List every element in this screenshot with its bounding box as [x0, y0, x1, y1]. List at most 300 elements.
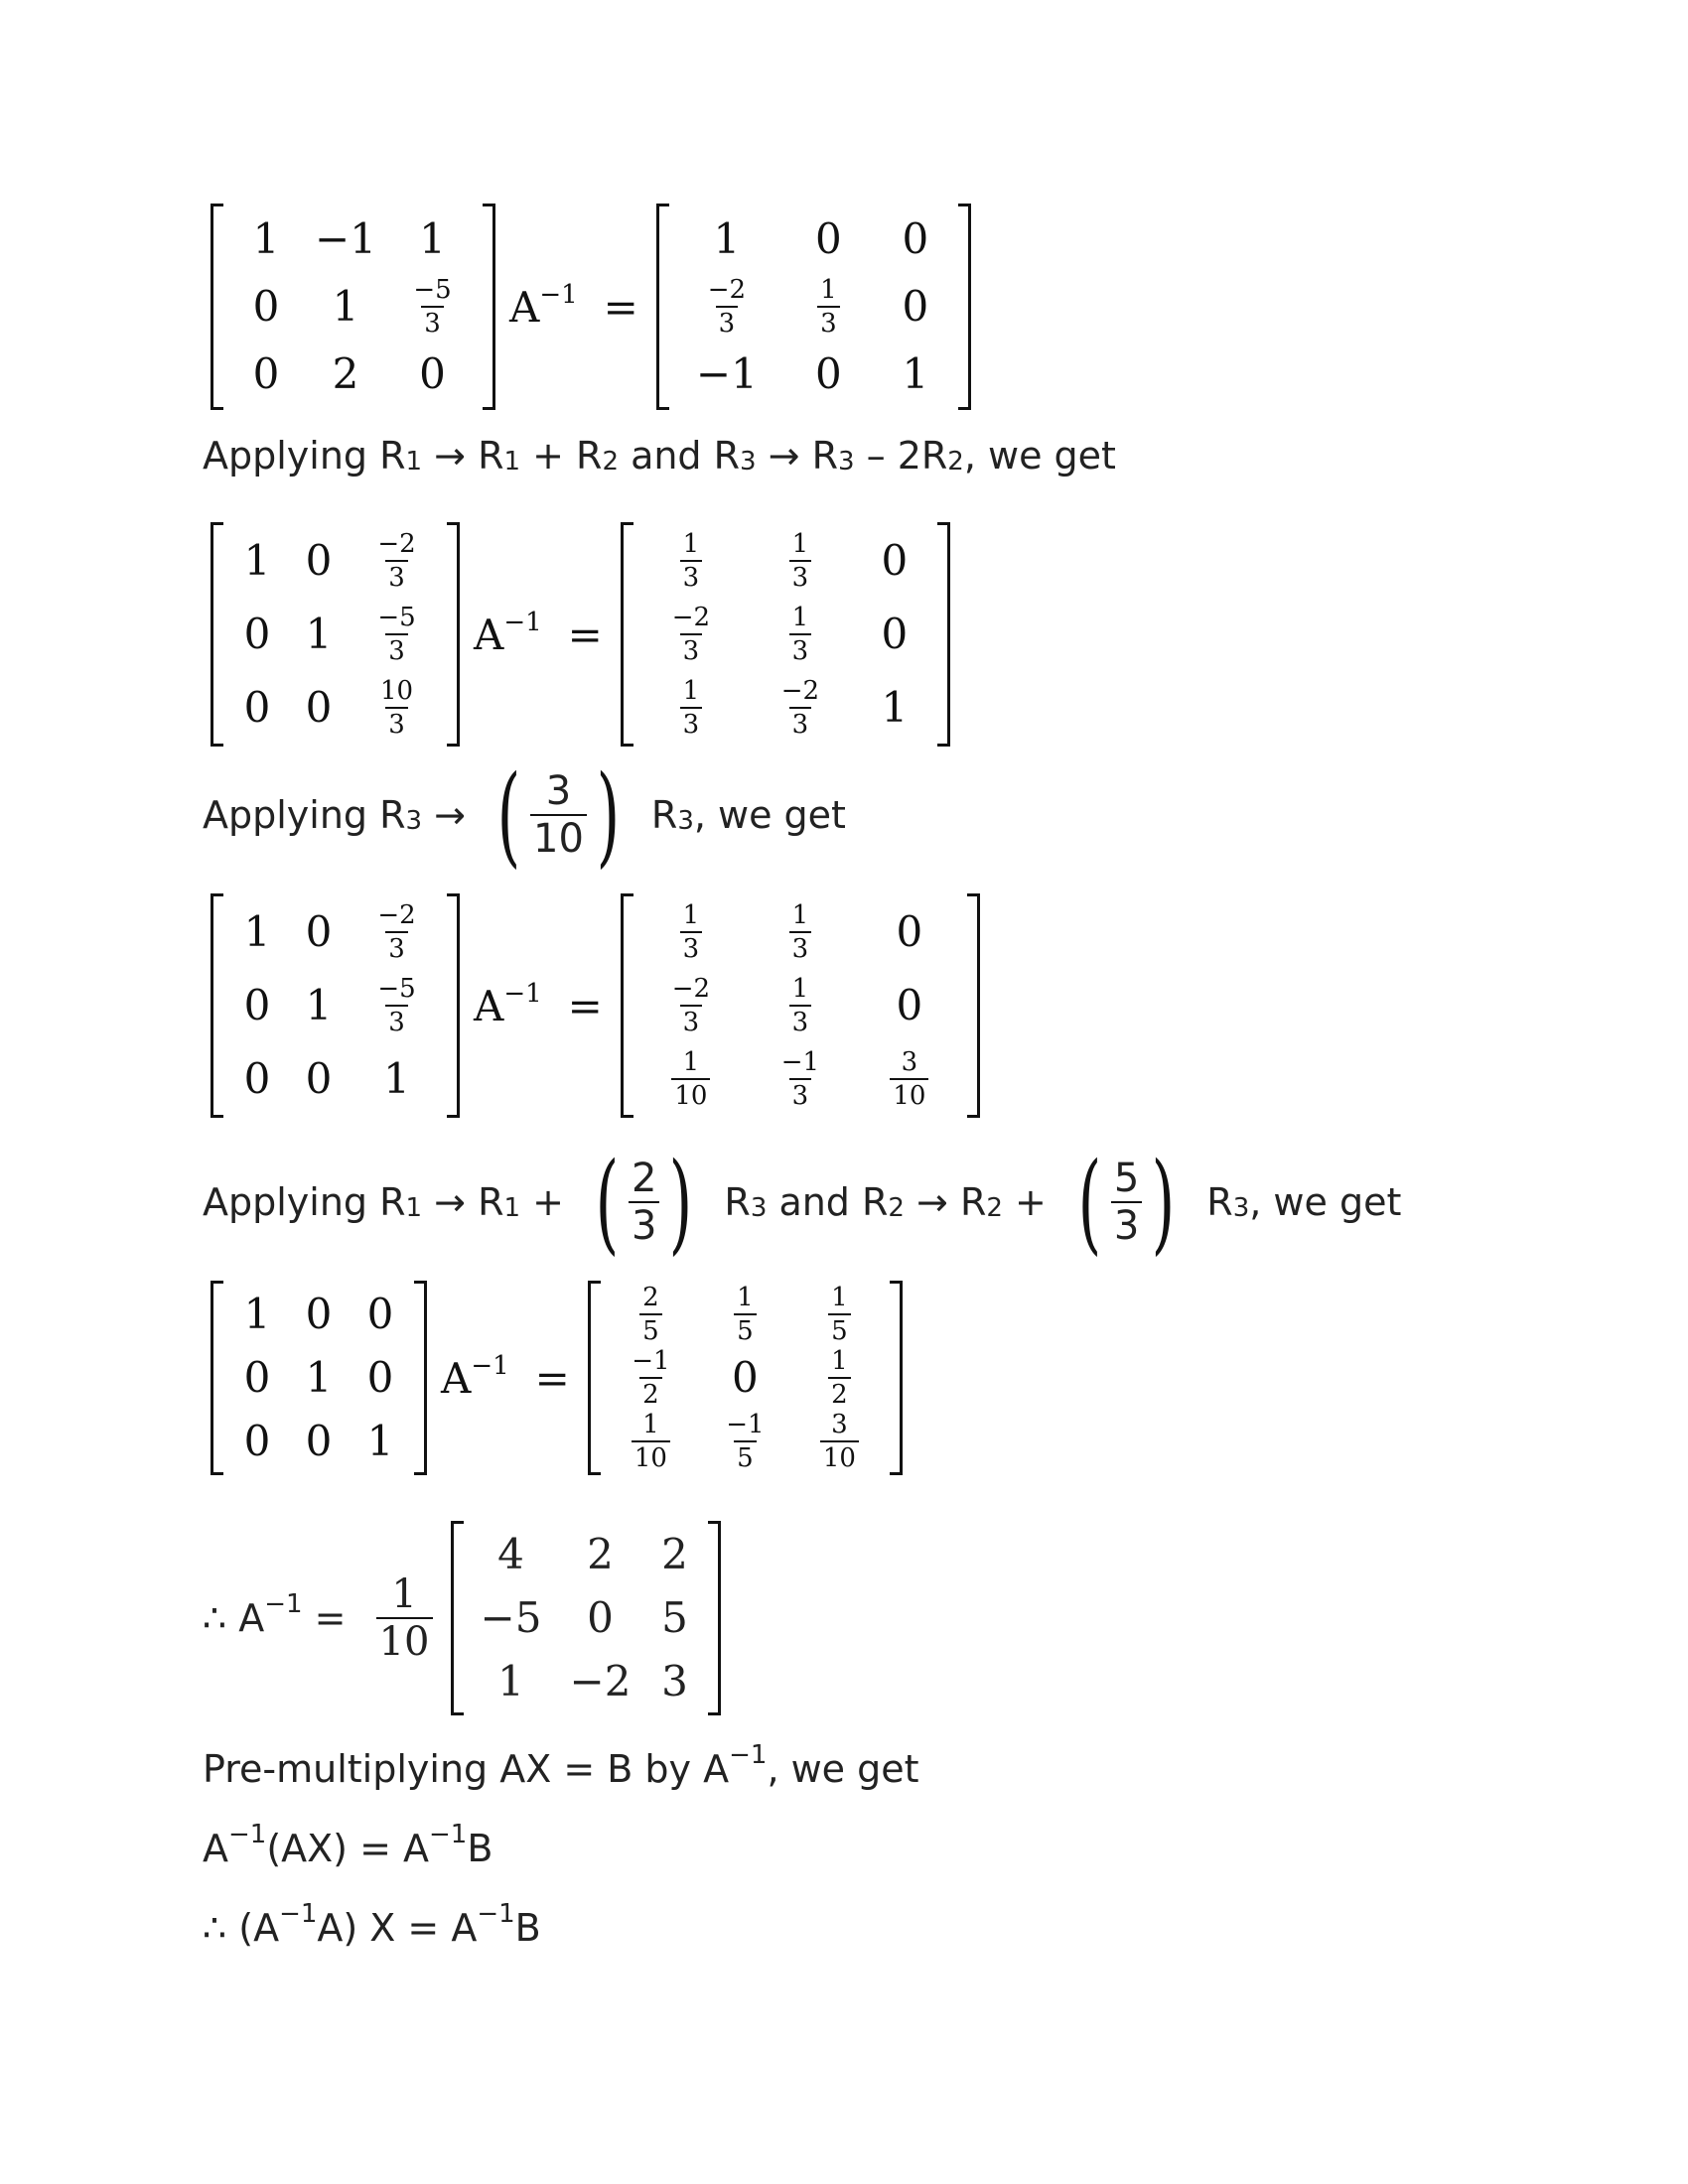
text-run: Applying R [203, 1180, 406, 1224]
matrix-value: 1 [305, 981, 333, 1029]
subscript: 2 [947, 447, 964, 477]
right-paren: ) [669, 1139, 693, 1266]
matrix-cell [636, 895, 746, 969]
left-paren: ( [595, 1139, 620, 1266]
fraction [410, 277, 454, 337]
fraction [734, 1285, 757, 1344]
subscript: 3 [405, 806, 423, 836]
superscript: −1 [477, 1899, 515, 1929]
matrix-cell [698, 1410, 792, 1473]
text-run: Applying R [203, 434, 406, 478]
text-run: → R [904, 1180, 987, 1224]
result-matrix [621, 522, 950, 747]
matrix-cell [350, 598, 444, 671]
inverse-label [509, 279, 578, 332]
matrix-value: 0 [881, 536, 909, 585]
denominator: 10 [890, 1078, 928, 1109]
fraction [669, 976, 713, 1035]
matrix-cell [226, 598, 288, 671]
numerator: 1 [791, 974, 809, 1004]
matrix-value: 0 [902, 214, 929, 263]
matrix-cell [746, 1042, 855, 1116]
subscript: 2 [986, 1193, 1003, 1223]
matrix-cell [288, 1346, 350, 1410]
matrix-cell [604, 1410, 698, 1473]
text-line [203, 1139, 1402, 1266]
text-run: + [520, 1180, 577, 1224]
subscript: 3 [740, 447, 757, 477]
matrix-value: 2 [332, 349, 359, 398]
fraction [890, 1049, 928, 1109]
right-paren: ) [1151, 1139, 1176, 1266]
numerator: 3 [545, 768, 572, 814]
numerator: −1 [726, 1410, 765, 1439]
numerator: −2 [671, 974, 711, 1004]
matrix-value: 0 [815, 349, 842, 398]
coefficient-matrix [211, 522, 460, 747]
matrix-value: 0 [243, 1417, 271, 1465]
matrix-cell [288, 524, 350, 598]
text-run: , we get [767, 1747, 919, 1791]
fraction [828, 1348, 851, 1408]
matrix-cell [467, 1586, 556, 1650]
text-run: ∴ A [203, 1596, 265, 1640]
equals-sign: = [567, 610, 603, 659]
matrix-value: 1 [243, 1290, 271, 1338]
denominator: 3 [789, 1078, 812, 1109]
matrix-cell [288, 1410, 350, 1473]
matrix-cell [876, 273, 955, 341]
numerator: 1 [791, 529, 809, 559]
numerator: 1 [682, 676, 700, 706]
inverse-matrix [451, 1521, 721, 1715]
text-run: → R [756, 434, 838, 478]
numerator: 1 [831, 1283, 848, 1312]
numerator: 1 [831, 1346, 848, 1376]
matrix-cell [350, 671, 444, 745]
matrix-value: 1 [902, 349, 929, 398]
matrix-value: 0 [881, 610, 909, 658]
numerator: −2 [780, 676, 820, 706]
matrix-row [636, 969, 964, 1042]
matrix-cell [288, 598, 350, 671]
subscript: 3 [750, 1193, 768, 1223]
matrix-value: 0 [902, 282, 929, 331]
matrix-row [467, 1523, 705, 1586]
matrix-value: 0 [419, 349, 446, 398]
result-block [203, 1521, 721, 1715]
denominator: 3 [789, 931, 812, 962]
matrix-equation [211, 893, 980, 1118]
matrix-cell [792, 1283, 887, 1346]
matrix-value: 1 [497, 1657, 524, 1706]
matrix-cell [636, 1042, 746, 1116]
matrix-value: 2 [661, 1530, 688, 1578]
equals-sign: = [534, 1353, 570, 1403]
text-run: B [514, 1906, 541, 1950]
fraction [828, 1285, 851, 1344]
right-paren: ) [596, 751, 621, 879]
numerator: 10 [379, 676, 414, 706]
numerator: 1 [737, 1283, 754, 1312]
left-paren: ( [1077, 1139, 1102, 1266]
denominator: 10 [671, 1078, 710, 1109]
matrix-cell [746, 671, 855, 745]
denominator: 3 [385, 560, 408, 591]
denominator: 5 [828, 1313, 851, 1344]
matrix-cell [350, 969, 444, 1042]
matrix-equation [211, 522, 950, 747]
coefficient-matrix [211, 204, 495, 410]
matrix-value: 0 [243, 610, 271, 658]
matrix-cell [350, 1283, 411, 1346]
matrix-value: 1 [243, 536, 271, 585]
text-line [203, 751, 846, 879]
matrix-value: 0 [305, 1290, 333, 1338]
text-run: Applying R [203, 793, 406, 837]
matrix-cell [288, 895, 350, 969]
text-block [203, 1740, 919, 1791]
text-run: → R [422, 434, 504, 478]
text-run: ∴ (A [203, 1906, 280, 1950]
matrix-value: 2 [587, 1530, 614, 1578]
inverse-result [203, 1521, 721, 1715]
equation-block [211, 204, 971, 410]
text-run: → [422, 793, 479, 837]
matrix-cell [781, 273, 876, 341]
denominator: 3 [680, 1005, 703, 1035]
fraction [629, 1348, 672, 1408]
numerator: −5 [413, 275, 452, 305]
text-block [203, 1899, 541, 1950]
subscript: 2 [602, 447, 619, 477]
denominator: 3 [385, 707, 408, 738]
fraction [680, 902, 703, 962]
matrix-cell [556, 1650, 645, 1713]
matrix-row [226, 895, 444, 969]
fraction [377, 678, 416, 738]
subscript: 1 [503, 1193, 521, 1223]
fraction [639, 1285, 662, 1344]
text-run: R [712, 1180, 751, 1224]
numerator: 5 [1113, 1156, 1140, 1201]
text-run: , we get [963, 434, 1116, 478]
matrix-row [226, 1042, 444, 1116]
fraction [669, 605, 713, 664]
superscript: −1 [429, 1820, 468, 1849]
coefficient-matrix [211, 1281, 427, 1475]
matrix-value: 0 [243, 683, 271, 732]
matrix-value: −5 [480, 1593, 542, 1642]
matrix-value: 1 [383, 1054, 410, 1103]
text-run: A [203, 1827, 228, 1870]
matrix-value: 0 [243, 1353, 271, 1402]
matrix-value: 1 [243, 907, 271, 956]
denominator: 3 [789, 707, 812, 738]
matrix-row [226, 273, 480, 341]
equation-block [211, 893, 980, 1118]
matrix-value: 0 [252, 349, 280, 398]
matrix-cell [350, 895, 444, 969]
matrix-cell [636, 969, 746, 1042]
matrix-value: 1 [881, 683, 909, 732]
matrix-cell [350, 1410, 411, 1473]
subscript: 3 [677, 806, 694, 836]
text-run: R [1195, 1180, 1233, 1224]
fraction [789, 976, 812, 1035]
matrix-cell [792, 1346, 887, 1410]
matrix-row [636, 671, 934, 745]
matrix-value: 0 [305, 1417, 333, 1465]
equation-block [211, 522, 950, 747]
superscript: −1 [279, 1899, 318, 1929]
text-block [203, 1820, 493, 1870]
matrix-value: 0 [366, 1290, 394, 1338]
matrix-value: 1 [305, 1353, 333, 1402]
denominator: 2 [639, 1377, 662, 1408]
numerator: −2 [377, 529, 416, 559]
superscript: −1 [729, 1740, 768, 1770]
matrix-value: 0 [587, 1593, 614, 1642]
matrix-row [604, 1283, 887, 1346]
denominator: 5 [734, 1313, 757, 1344]
denominator: 3 [680, 560, 703, 591]
equals-sign: = [603, 282, 638, 332]
matrix-cell [855, 969, 964, 1042]
subscript: 2 [888, 1193, 905, 1223]
matrix-cell [672, 205, 781, 273]
coefficient-matrix [211, 893, 460, 1118]
matrix-cell [226, 1346, 288, 1410]
fraction [632, 1412, 670, 1471]
numerator: −2 [707, 275, 747, 305]
fraction [374, 531, 418, 591]
matrix-row [604, 1410, 887, 1473]
inverse-sup: −1 [539, 279, 578, 310]
matrix-value: 0 [815, 214, 842, 263]
matrix-cell [698, 1346, 792, 1410]
matrix-cell [467, 1650, 556, 1713]
denominator: 10 [376, 1617, 433, 1662]
denominator: 3 [680, 931, 703, 962]
matrix-cell [672, 273, 781, 341]
matrix-cell [781, 205, 876, 273]
fraction [789, 531, 812, 591]
result-matrix [656, 204, 971, 410]
text-line [203, 1740, 919, 1791]
numerator: 1 [791, 900, 809, 930]
matrix-cell [855, 524, 934, 598]
text-line [203, 434, 1116, 478]
numerator: 3 [831, 1410, 848, 1439]
matrix-row [226, 524, 444, 598]
matrix-value: −2 [569, 1657, 632, 1706]
fraction [629, 1156, 659, 1249]
matrix-cell [350, 1346, 411, 1410]
matrix-cell [746, 969, 855, 1042]
text-block [203, 751, 846, 879]
matrix-cell [645, 1650, 705, 1713]
matrix-cell [306, 273, 385, 341]
subscript: 1 [405, 1193, 423, 1223]
denominator: 5 [734, 1440, 757, 1471]
matrix-cell [746, 895, 855, 969]
fraction [789, 902, 812, 962]
denominator: 3 [680, 633, 703, 664]
fraction [723, 1412, 767, 1471]
matrix-row [467, 1586, 705, 1650]
matrix-cell [350, 524, 444, 598]
matrix-row [672, 273, 955, 341]
text-run: and R [618, 434, 741, 478]
matrix-row [636, 524, 934, 598]
matrix-cell [781, 341, 876, 408]
matrix-cell [645, 1586, 705, 1650]
numerator: 2 [631, 1156, 657, 1201]
matrix-value: 1 [366, 1417, 394, 1465]
matrix-row [604, 1346, 887, 1410]
matrix-cell [288, 671, 350, 745]
denominator: 10 [530, 814, 587, 859]
matrix-row [467, 1650, 705, 1713]
matrix-cell [226, 969, 288, 1042]
numerator: 1 [391, 1571, 417, 1617]
fraction [374, 976, 418, 1035]
matrix-cell [792, 1410, 887, 1473]
matrix-cell [698, 1283, 792, 1346]
subscript: 3 [838, 447, 855, 477]
matrix-cell [226, 1283, 288, 1346]
matrix-cell [746, 524, 855, 598]
denominator: 3 [789, 560, 812, 591]
text-run: , we get [1249, 1180, 1402, 1224]
inverse-label [474, 978, 542, 1030]
matrix-row [226, 205, 480, 273]
matrix-value: 1 [332, 282, 359, 331]
matrix-row [636, 1042, 964, 1116]
parenthesized-fraction [586, 1139, 702, 1266]
equation-block [211, 1281, 903, 1475]
matrix-cell [226, 524, 288, 598]
numerator: 1 [682, 529, 700, 559]
denominator: 3 [817, 306, 840, 337]
fraction [374, 605, 418, 664]
result-matrix [588, 1281, 903, 1475]
matrix-value: 3 [661, 1657, 688, 1706]
matrix-cell [306, 205, 385, 273]
numerator: 1 [642, 1410, 659, 1439]
fraction [778, 678, 822, 738]
matrix-value: 0 [252, 282, 280, 331]
fraction [374, 902, 418, 962]
denominator: 2 [828, 1377, 851, 1408]
text-run: B [467, 1827, 493, 1870]
matrix-equation [211, 1281, 903, 1475]
denominator: 10 [632, 1440, 670, 1471]
matrix-value: 1 [305, 610, 333, 658]
matrix-row [226, 1346, 411, 1410]
fraction [680, 678, 703, 738]
matrix-value: 0 [896, 907, 923, 956]
denominator: 3 [789, 633, 812, 664]
fraction [820, 1412, 859, 1471]
matrix-cell [672, 341, 781, 408]
inverse-base: A [441, 1353, 472, 1403]
text-run: → R [422, 1180, 504, 1224]
text-run: + [1002, 1180, 1058, 1224]
fraction [671, 1049, 710, 1109]
denominator: 3 [421, 306, 444, 337]
fraction [705, 277, 749, 337]
fraction [778, 1049, 822, 1109]
matrix-value: 0 [366, 1353, 394, 1402]
text-line [203, 1899, 541, 1950]
fraction [817, 277, 840, 337]
text-run: (AX) = A [266, 1827, 429, 1870]
matrix-row [226, 341, 480, 408]
matrix-value: 1 [252, 214, 280, 263]
matrix-cell [288, 969, 350, 1042]
matrix-cell [556, 1586, 645, 1650]
matrix-row [636, 895, 964, 969]
matrix-value: 5 [661, 1593, 688, 1642]
text-run: + R [520, 434, 603, 478]
superscript: −1 [264, 1589, 303, 1619]
numerator: −2 [671, 603, 711, 632]
text-block [203, 434, 1116, 478]
matrix-cell [604, 1283, 698, 1346]
matrix-cell [288, 1042, 350, 1116]
matrix-cell [876, 205, 955, 273]
text-line [203, 1820, 493, 1870]
matrix-value: 0 [243, 1054, 271, 1103]
denominator: 3 [680, 707, 703, 738]
denominator: 3 [385, 1005, 408, 1035]
numerator: −2 [377, 900, 416, 930]
matrix-value: 0 [305, 536, 333, 585]
matrix-cell [855, 598, 934, 671]
matrix-cell [876, 341, 955, 408]
numerator: 1 [682, 900, 700, 930]
inverse-sup: −1 [503, 978, 542, 1009]
matrix-value: 0 [305, 1054, 333, 1103]
matrix-cell [855, 1042, 964, 1116]
matrix-value: 1 [713, 214, 741, 263]
matrix-cell [636, 598, 746, 671]
inverse-sup: −1 [471, 1350, 509, 1381]
matrix-cell [746, 598, 855, 671]
fraction [680, 531, 703, 591]
matrix-cell [226, 1410, 288, 1473]
matrix-cell [636, 524, 746, 598]
denominator: 3 [385, 633, 408, 664]
matrix-cell [226, 895, 288, 969]
numerator: −1 [632, 1346, 670, 1376]
numerator: 1 [791, 603, 809, 632]
numerator: −5 [377, 974, 416, 1004]
denominator: 3 [629, 1201, 659, 1246]
matrix-cell [556, 1523, 645, 1586]
denominator: 10 [820, 1440, 859, 1471]
superscript: −1 [228, 1820, 267, 1849]
inverse-label [441, 1350, 509, 1403]
text-run: and R [767, 1180, 889, 1224]
matrix-row [226, 969, 444, 1042]
matrix-row [636, 598, 934, 671]
denominator: 5 [639, 1313, 662, 1344]
matrix-value: 0 [305, 683, 333, 732]
numerator: 3 [901, 1047, 918, 1077]
